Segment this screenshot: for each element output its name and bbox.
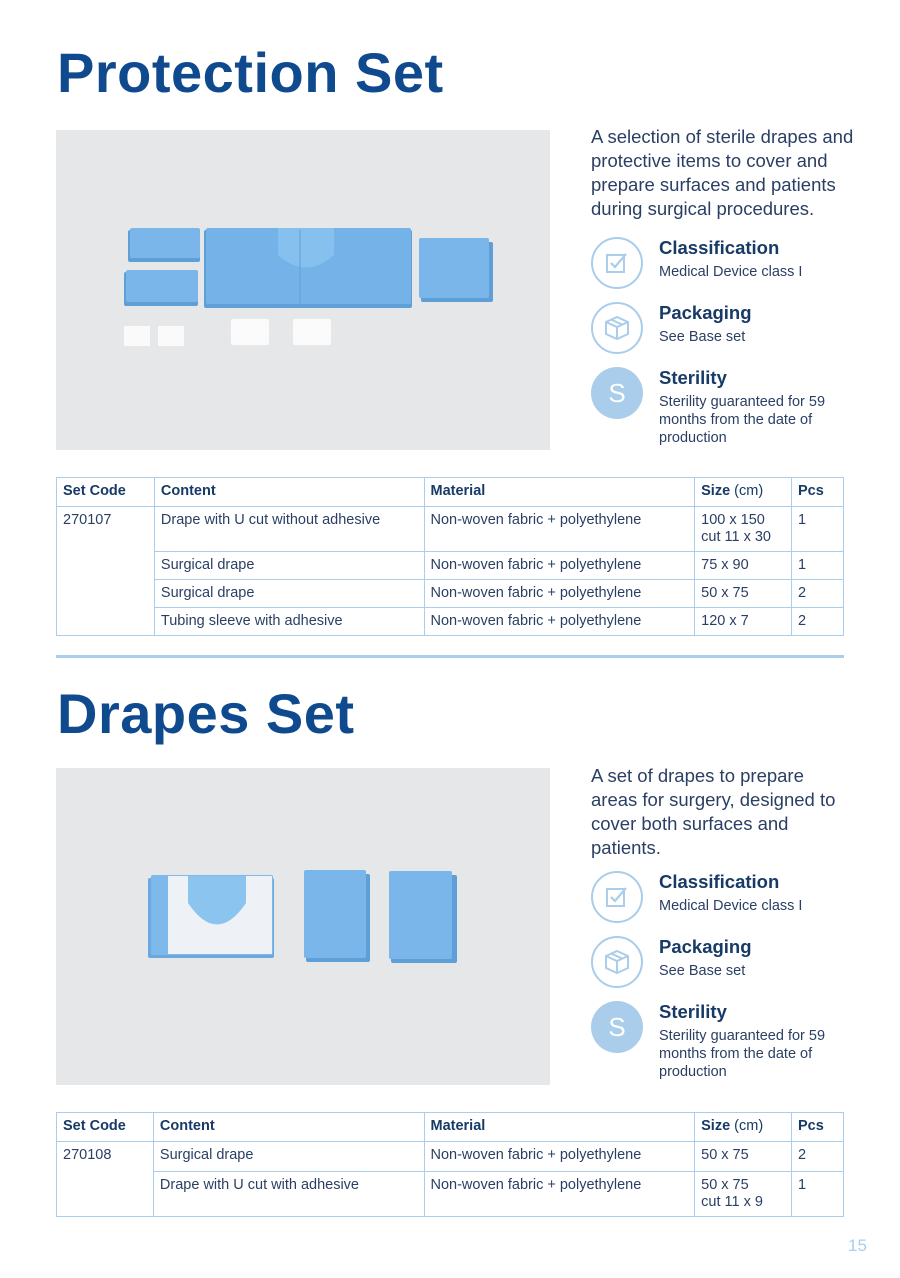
content-cell: Surgical drape — [153, 1142, 424, 1172]
feature-text: Medical Device class I — [659, 898, 803, 914]
header-material: Material — [424, 478, 695, 507]
header-set-code: Set Code — [57, 1113, 154, 1142]
section-title-protection-set: Protection Set — [57, 41, 444, 104]
header-pcs: Pcs — [792, 1113, 844, 1142]
feature-packaging — [591, 302, 861, 362]
table-row — [57, 1172, 844, 1217]
table-header-row — [57, 1113, 844, 1142]
header-size-label: Size — [701, 1118, 731, 1134]
pcs-cell: 2 — [792, 580, 844, 608]
pcs-cell: 2 — [792, 1142, 844, 1172]
header-size-label: Size — [701, 483, 731, 499]
feature-title: Packaging — [659, 936, 752, 957]
size-value: 50 x 75 — [701, 1177, 749, 1193]
section-description: A set of drapes to prepare areas for surgery, designed to cover both surfaces and patients. — [591, 765, 836, 858]
content-cell: Surgical drape — [154, 580, 424, 608]
spec-table-protection-set — [56, 477, 844, 636]
table-row — [57, 580, 844, 608]
material-cell: Non-woven fabric + polyethylene — [424, 1172, 695, 1217]
feature-classification — [591, 237, 861, 297]
content-cell: Surgical drape — [154, 552, 424, 580]
feature-text: Sterility guaranteed for 59 months from the date of production — [659, 1028, 826, 1080]
feature-text: See Base set — [659, 963, 746, 979]
checkbox-icon — [591, 871, 643, 923]
content-cell: Drape with U cut with adhesive — [153, 1172, 424, 1217]
checkbox-icon — [591, 237, 643, 289]
feature-text: See Base set — [659, 329, 746, 345]
feature-title: Classification — [659, 237, 780, 258]
table-row — [57, 507, 844, 552]
page-number: 15 — [848, 1236, 867, 1255]
size-note: cut 11 x 9 — [701, 1194, 763, 1210]
section-title-drapes-set: Drapes Set — [57, 682, 355, 745]
size-cell: 50 x 75 — [695, 1142, 792, 1172]
size-cell — [695, 1172, 792, 1217]
feature-title: Sterility — [659, 367, 727, 388]
feature-text: Sterility guaranteed for 59 months from the date of production — [659, 394, 826, 446]
size-note: cut 11 x 30 — [701, 529, 771, 545]
header-size — [695, 1113, 792, 1142]
pcs-cell: 2 — [792, 608, 844, 636]
header-size-unit: (cm) — [734, 1118, 764, 1134]
pcs-cell: 1 — [792, 552, 844, 580]
set-code-cell: 270107 — [57, 507, 155, 636]
header-size-unit: (cm) — [734, 483, 764, 499]
drapes-photo-illustration — [56, 768, 550, 1085]
spec-table-drapes-set — [56, 1112, 844, 1217]
header-size — [695, 478, 792, 507]
feature-title: Packaging — [659, 302, 752, 323]
feature-sterility — [591, 1001, 861, 1080]
feature-packaging — [591, 936, 861, 996]
feature-text: Medical Device class I — [659, 264, 803, 280]
box-icon — [591, 936, 643, 988]
table-row — [57, 608, 844, 636]
material-cell: Non-woven fabric + polyethylene — [424, 507, 695, 552]
material-cell: Non-woven fabric + polyethylene — [424, 1142, 695, 1172]
product-photo-protection-set — [56, 130, 550, 450]
table-row — [57, 552, 844, 580]
sterility-s-icon: S — [591, 1001, 643, 1053]
size-cell: 75 x 90 — [695, 552, 792, 580]
material-cell: Non-woven fabric + polyethylene — [424, 552, 695, 580]
feature-classification — [591, 871, 861, 931]
size-cell: 50 x 75 — [695, 580, 792, 608]
size-value: 100 x 150 — [701, 512, 765, 528]
feature-sterility — [591, 367, 861, 446]
content-cell: Tubing sleeve with adhesive — [154, 608, 424, 636]
material-cell: Non-woven fabric + polyethylene — [424, 580, 695, 608]
drapes-photo-illustration — [56, 130, 550, 450]
feature-title: Classification — [659, 871, 780, 892]
box-icon — [591, 302, 643, 354]
header-material: Material — [424, 1113, 695, 1142]
material-cell: Non-woven fabric + polyethylene — [424, 608, 695, 636]
section-divider — [56, 655, 844, 658]
header-content: Content — [153, 1113, 424, 1142]
table-header-row — [57, 478, 844, 507]
content-cell: Drape with U cut without adhesive — [154, 507, 424, 552]
set-code-cell: 270108 — [57, 1142, 154, 1217]
header-content: Content — [154, 478, 424, 507]
product-photo-drapes-set — [56, 768, 550, 1085]
header-pcs: Pcs — [792, 478, 844, 507]
size-cell — [695, 507, 792, 552]
size-cell: 120 x 7 — [695, 608, 792, 636]
feature-title: Sterility — [659, 1001, 727, 1022]
table-row — [57, 1142, 844, 1172]
header-set-code: Set Code — [57, 478, 155, 507]
section-description: A selection of sterile drapes and protective items to cover and prepare surfaces and patients during surgical procedures. — [591, 126, 854, 219]
pcs-cell: 1 — [792, 1172, 844, 1217]
sterility-s-icon: S — [591, 367, 643, 419]
pcs-cell: 1 — [792, 507, 844, 552]
